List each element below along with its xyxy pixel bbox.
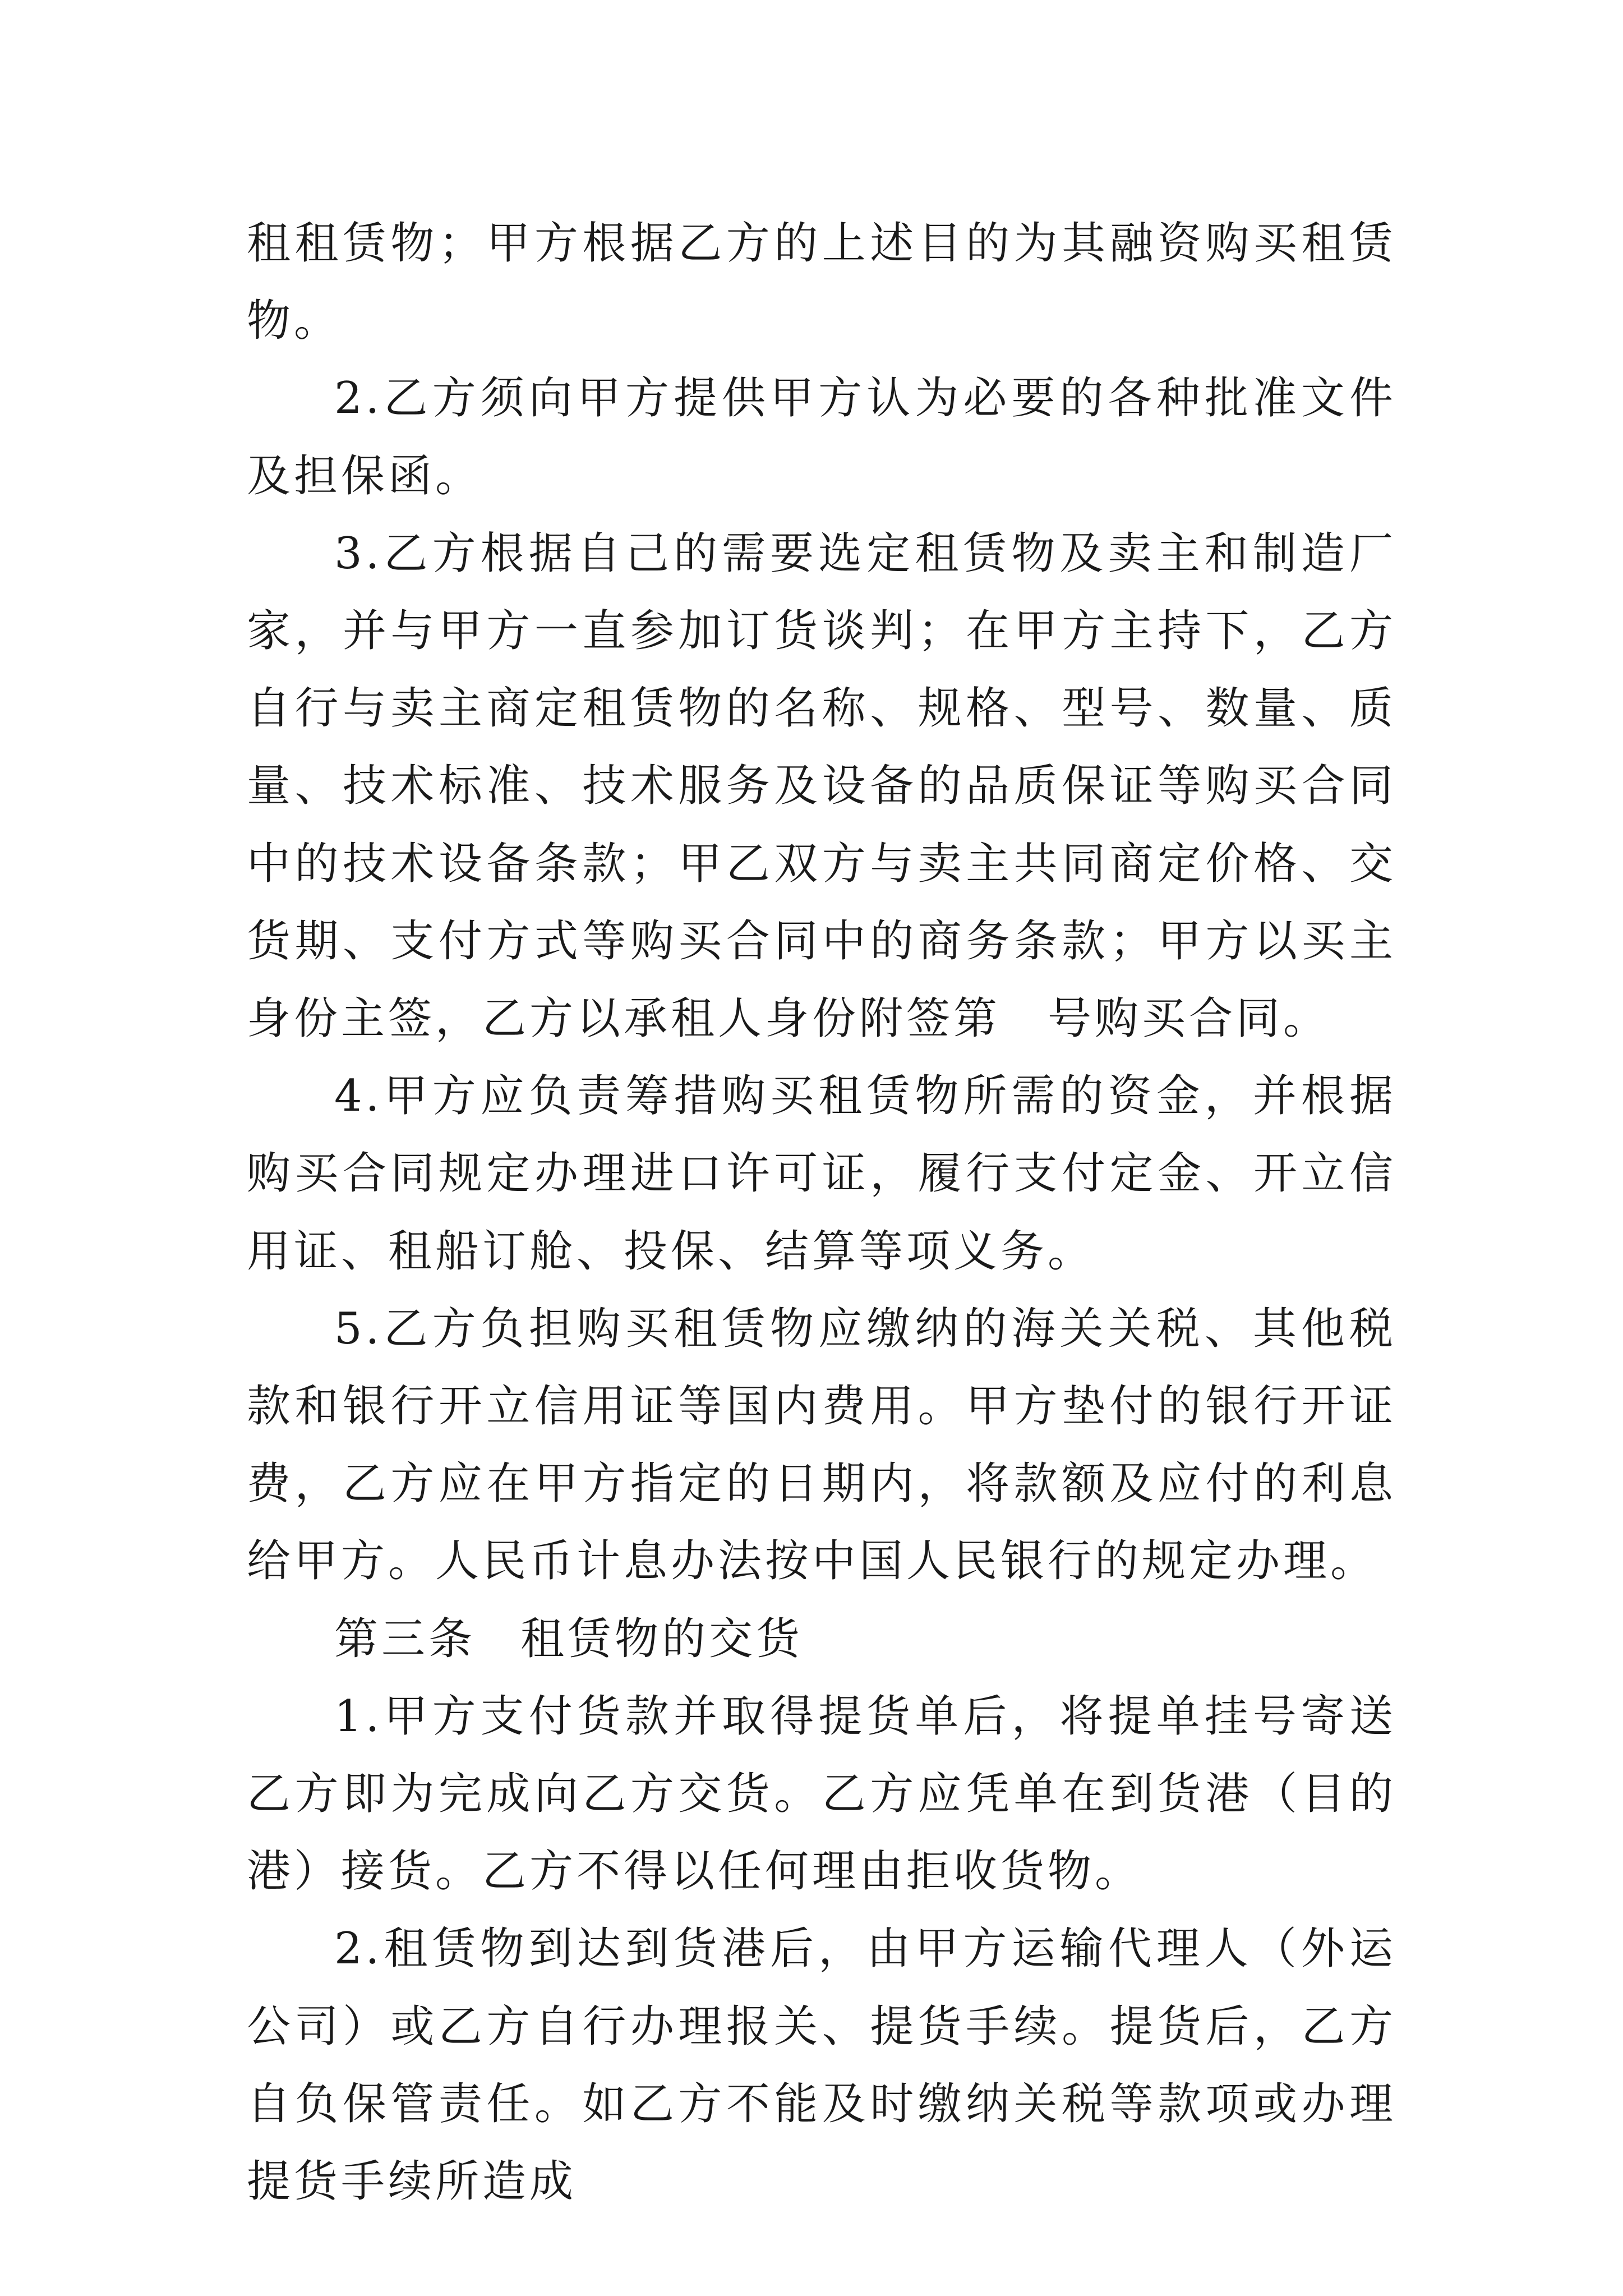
paragraph-item-4: 4.甲方应负责筹措购买租赁物所需的资金，并根据购买合同规定办理进口许可证，履行支付定金、开立信用证、租船订舱、投保、结算等项义务。 <box>247 1071 1396 1277</box>
section-title: 租赁物的交货 <box>520 1613 804 1664</box>
paragraph-item-2-section3: 2.租赁物到达到货港后，由甲方运输代理人（外运公司）或乙方自行办理报关、提货手续。提货后，乙方自负保管责任。如乙方不能及时缴纳关税等款项或办理提货手续所造成 <box>247 1924 1396 2207</box>
section-heading <box>247 1600 1396 1678</box>
paragraph-item-2: 2.乙方须向甲方提供甲方认为必要的各种批准文件及担保函。 <box>247 373 1396 501</box>
paragraph-item-3: 3.乙方根据自己的需要选定租赁物及卖主和制造厂家，并与甲方一直参加订货谈判；在甲方主持下，乙方自行与卖主商定租赁物的名称、规格、型号、数量、质量、技术标准、技术服务及设备的品质保证等购买合同中的技术设备条款；甲乙双方与卖主共同商定价格、交货期、支付方式等购买合同中的商务条款；甲方以买主身份主签，乙方以承租人身份附签第 号购买合同。 <box>247 528 1396 1045</box>
paragraph-item-1-section3: 1.甲方支付货款并取得提货单后，将提单挂号寄送乙方即为完成向乙方交货。乙方应凭单在到货港（目的港）接货。乙方不得以任何理由拒收货物。 <box>247 1691 1396 1897</box>
paragraph-item-5: 5.乙方负担购买租赁物应缴纳的海关关税、其他税款和银行开立信用证等国内费用。甲方垫付的银行开证费，乙方应在甲方指定的日期内，将款额及应付的利息给甲方。人民币计息办法按中国人民银行的规定办理。 <box>247 1303 1396 1587</box>
section-number: 第三条 <box>334 1613 476 1664</box>
document-body <box>247 205 1396 2220</box>
paragraph-continuation: 租租赁物；甲方根据乙方的上述目的为其融资购买租赁物。 <box>247 218 1396 347</box>
